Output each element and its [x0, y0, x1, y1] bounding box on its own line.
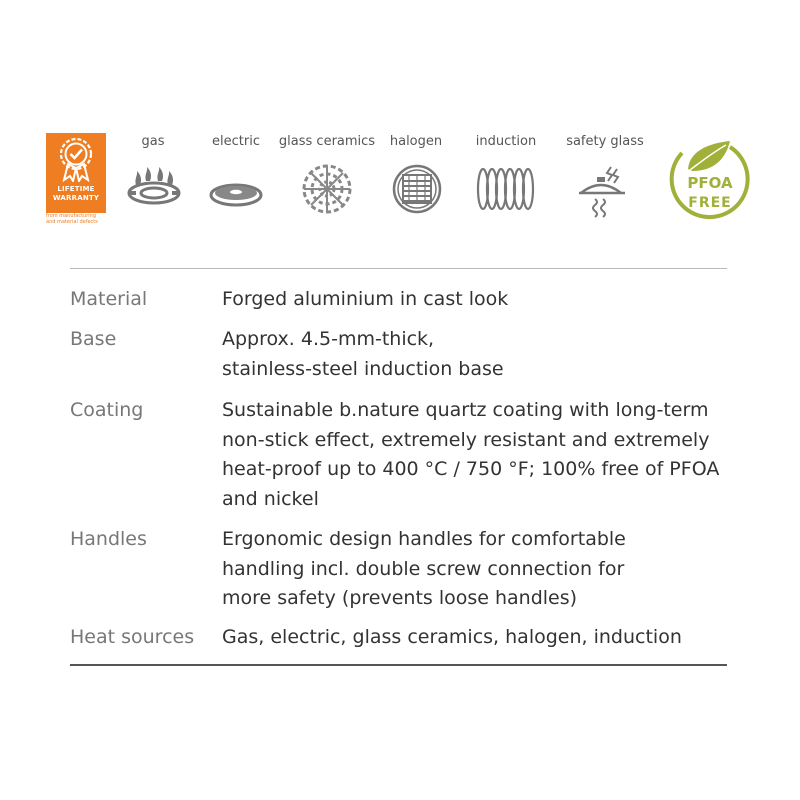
heat-label-induction: induction — [475, 134, 537, 149]
heat-label-safety-glass: safety glass — [566, 134, 644, 149]
warranty-seal-icon — [56, 136, 96, 182]
spec-value-line: handling incl. double screw connection for — [222, 557, 625, 580]
spec-value-line: more safety (prevents loose handles) — [222, 587, 578, 609]
gas-burner-icon — [126, 163, 182, 213]
spec-value-line: Gas, electric, glass ceramics, halogen, induction — [222, 626, 682, 648]
spec-label: Coating — [70, 399, 144, 421]
spec-value — [222, 396, 719, 514]
warranty-line-1: LIFETIME — [57, 185, 95, 193]
spec-value — [222, 325, 504, 384]
spec-label: Material — [70, 288, 148, 310]
heat-label-gas: gas — [141, 134, 165, 149]
halogen-hob-icon — [389, 163, 445, 215]
spec-label: Heat sources — [70, 626, 195, 648]
pfoa-free-badge — [668, 137, 752, 221]
free-text: FREE — [688, 195, 732, 211]
spec-value — [222, 623, 682, 653]
glass-ceramic-hob-icon — [299, 163, 355, 215]
spec-label: Handles — [70, 528, 147, 550]
spec-label: Base — [70, 328, 117, 350]
table-bottom-divider — [70, 664, 727, 666]
spec-value-line: Ergonomic design handles for comfortable — [222, 528, 626, 550]
spec-value-line: non-stick effect, extremely resistant and extremely — [222, 428, 710, 451]
heat-label-glass-ceramics: glass ceramics — [278, 134, 376, 149]
spec-value — [222, 285, 508, 315]
spec-value-line: Forged aluminium in cast look — [222, 288, 509, 310]
warranty-line-3: from manufacturing — [46, 213, 96, 219]
spec-value — [222, 525, 626, 614]
spec-value-line: stainless-steel induction base — [222, 357, 504, 380]
electric-hotplate-icon — [208, 163, 264, 213]
table-top-divider — [70, 268, 727, 269]
warranty-box — [46, 133, 106, 213]
heat-label-halogen: halogen — [389, 134, 443, 149]
spec-value-line: and nickel — [222, 487, 319, 510]
spec-value-line: heat-proof up to 400 °C / 750 °F; 100% free of PFOA — [222, 458, 720, 480]
safety-glass-lid-icon — [577, 163, 633, 219]
warranty-line-2: WARRANTY — [52, 194, 100, 202]
warranty-line-4: and material defects — [46, 219, 98, 225]
heat-label-electric: electric — [212, 134, 260, 149]
spec-value-line: Sustainable b.nature quartz coating with long-term — [222, 399, 709, 421]
spec-value-line: Approx. 4.5-mm-thick, — [222, 328, 435, 350]
induction-coil-icon — [476, 163, 538, 215]
pfoa-text: PFOA — [687, 174, 733, 192]
lifetime-warranty-badge — [46, 133, 106, 227]
